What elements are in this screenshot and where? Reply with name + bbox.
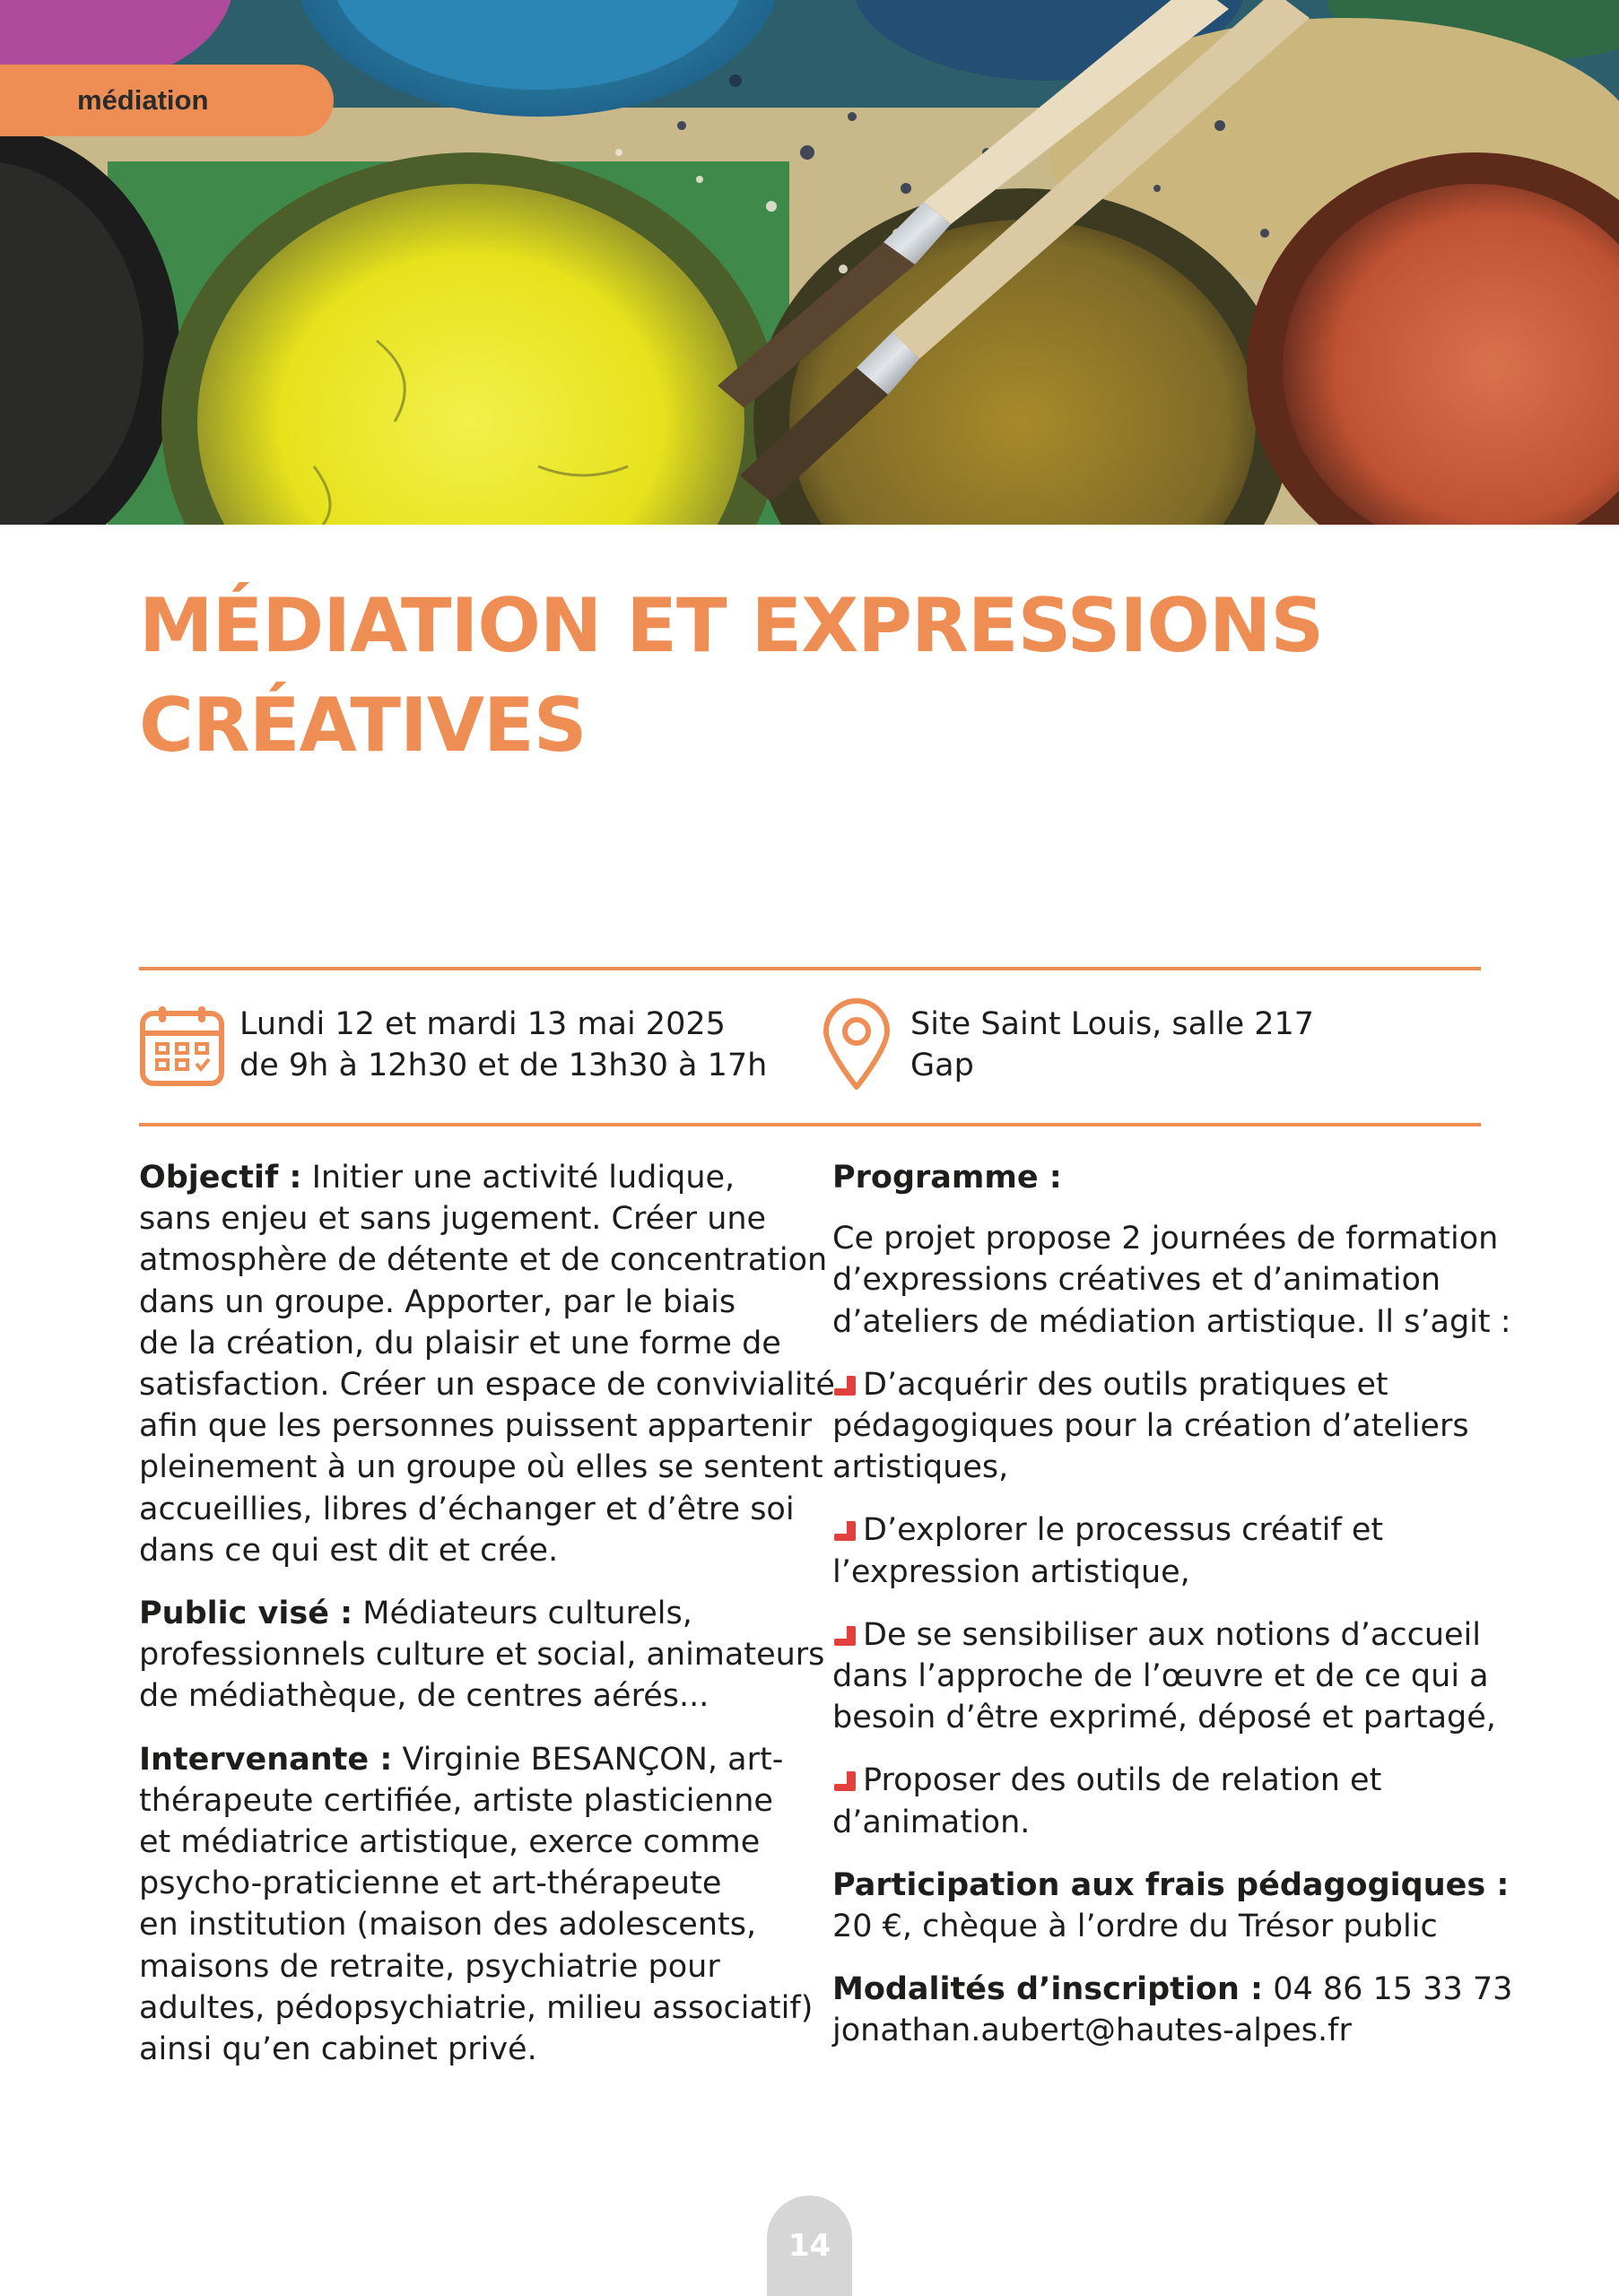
- page-title: [139, 576, 1538, 775]
- intervenante-line: psycho-praticienne et art-thérapeute: [139, 1866, 722, 1902]
- bullet-line: l’expression artistique,: [832, 1553, 1190, 1590]
- programme-bullet: [832, 1614, 1496, 1739]
- programme-bullet: [832, 1760, 1496, 1842]
- arrow-bullet-icon: [832, 1624, 857, 1648]
- modalites-paragraph: [832, 1969, 1513, 2051]
- arrow-bullet-icon: [832, 1374, 857, 1397]
- bullet-line: d’animation.: [832, 1804, 1031, 1840]
- intervenante-line: maisons de retraite, psychiatrie pour: [139, 1948, 720, 1985]
- right-column: [832, 1157, 1513, 2074]
- public-line: de médiathèque, de centres aérés...: [139, 1678, 709, 1715]
- programme-heading: Programme :: [832, 1160, 1062, 1196]
- programme-intro-line: d’expressions créatives et d’animation: [832, 1262, 1441, 1299]
- arrow-bullet-icon: [832, 1770, 857, 1793]
- calendar-icon: [139, 1003, 225, 1089]
- objectif-line: dans un groupe. Apporter, par le biais: [139, 1283, 736, 1320]
- bullet-line: dans l’approche de l’œuvre et de ce qui a: [832, 1658, 1489, 1695]
- public-line: professionnels culture et social, animateurs: [139, 1637, 825, 1674]
- arrow-bullet-icon: [832, 1519, 857, 1543]
- section-tag: [0, 65, 334, 136]
- place-line-2: Gap: [910, 1048, 974, 1083]
- place-info: [910, 1004, 1314, 1086]
- place-line-1: Site Saint Louis, salle 217: [910, 1006, 1315, 1042]
- top-divider: [139, 967, 1481, 970]
- bullet-line: Proposer des outils de relation et: [863, 1762, 1382, 1799]
- date-info: [239, 1004, 767, 1086]
- public-label: Public visé :: [139, 1596, 353, 1632]
- programme-bullet: [832, 1364, 1496, 1489]
- intervenante-line: thérapeute certifiée, artiste plasticienne: [139, 1782, 773, 1819]
- objectif-line: atmosphère de détente et de concentration: [139, 1242, 828, 1279]
- bottom-divider: [139, 1123, 1481, 1126]
- bullet-line: De se sensibiliser aux notions d’accueil: [863, 1616, 1481, 1653]
- objectif-line: pleinement à un groupe où elles se sentent: [139, 1449, 823, 1486]
- hero-image: [0, 0, 1619, 525]
- programme-intro-line: d’ateliers de médiation artistique. Il s’agit :: [832, 1303, 1511, 1340]
- programme-intro-line: Ce projet propose 2 journées de formation: [832, 1221, 1499, 1257]
- page-number-tab: [767, 2196, 852, 2296]
- page-title-line-1: MÉDIATION ET EXPRESSIONS: [139, 582, 1324, 669]
- objectif-line: dans ce qui est dit et crée.: [139, 1532, 559, 1569]
- modalites-label: Modalités d’inscription :: [832, 1971, 1264, 2008]
- objectif-paragraph: [139, 1157, 835, 1571]
- left-column: [139, 1157, 835, 2092]
- page-number: 14: [788, 2228, 831, 2264]
- intervenante-line: Virginie BESANÇON, art-: [392, 1741, 784, 1778]
- programme-intro: [832, 1218, 1511, 1343]
- location-pin-icon: [821, 997, 892, 1091]
- programme-heading-paragraph: [832, 1157, 1496, 1198]
- bullet-line: pédagogiques pour la création d’ateliers: [832, 1408, 1469, 1445]
- objectif-label: Objectif :: [139, 1160, 302, 1196]
- modalites-email[interactable]: jonathan.aubert@hautes-alpes.fr: [832, 2013, 1352, 2049]
- section-tag-label: médiation: [77, 84, 209, 116]
- intervenante-line: en institution (maison des adolescents,: [139, 1907, 757, 1944]
- date-line-2: de 9h à 12h30 et de 13h30 à 17h: [239, 1048, 768, 1083]
- public-line: Médiateurs culturels,: [353, 1596, 692, 1632]
- intervenante-label: Intervenante :: [139, 1741, 393, 1778]
- frais-paragraph: [832, 1865, 1510, 1947]
- date-line-1: Lundi 12 et mardi 13 mai 2025: [239, 1006, 726, 1042]
- objectif-line: de la création, du plaisir et une forme de: [139, 1325, 781, 1361]
- bullet-line: besoin d’être exprimé, déposé et partagé,: [832, 1700, 1496, 1736]
- bullet-line: D’explorer le processus créatif et: [863, 1512, 1384, 1549]
- bullet-line: D’acquérir des outils pratiques et: [863, 1366, 1388, 1403]
- objectif-line: afin que les personnes puissent appartenir: [139, 1408, 812, 1445]
- objectif-line: satisfaction. Créer un espace de convivialité: [139, 1367, 835, 1404]
- frais-value: 20 €, chèque à l’ordre du Trésor public: [832, 1909, 1438, 1945]
- public-paragraph: [139, 1593, 825, 1718]
- objectif-line: Initier une activité ludique,: [301, 1160, 736, 1196]
- intervenante-line: adultes, pédopsychiatrie, milieu associatif): [139, 1989, 814, 2026]
- objectif-line: sans enjeu et sans jugement. Créer une: [139, 1201, 767, 1238]
- objectif-line: accueillies, libres d’échanger et d’être soi: [139, 1491, 795, 1527]
- intervenante-line: et médiatrice artistique, exerce comme: [139, 1824, 761, 1861]
- page-title-line-2: CRÉATIVES: [139, 682, 587, 769]
- modalites-phone: 04 86 15 33 73: [1263, 1971, 1513, 2008]
- programme-bullet: [832, 1509, 1496, 1592]
- frais-label: Participation aux frais pédagogiques :: [832, 1866, 1510, 1903]
- bullet-line: artistiques,: [832, 1449, 1009, 1486]
- intervenante-line: ainsi qu’en cabinet privé.: [139, 2031, 537, 2068]
- intervenante-paragraph: [139, 1739, 814, 2071]
